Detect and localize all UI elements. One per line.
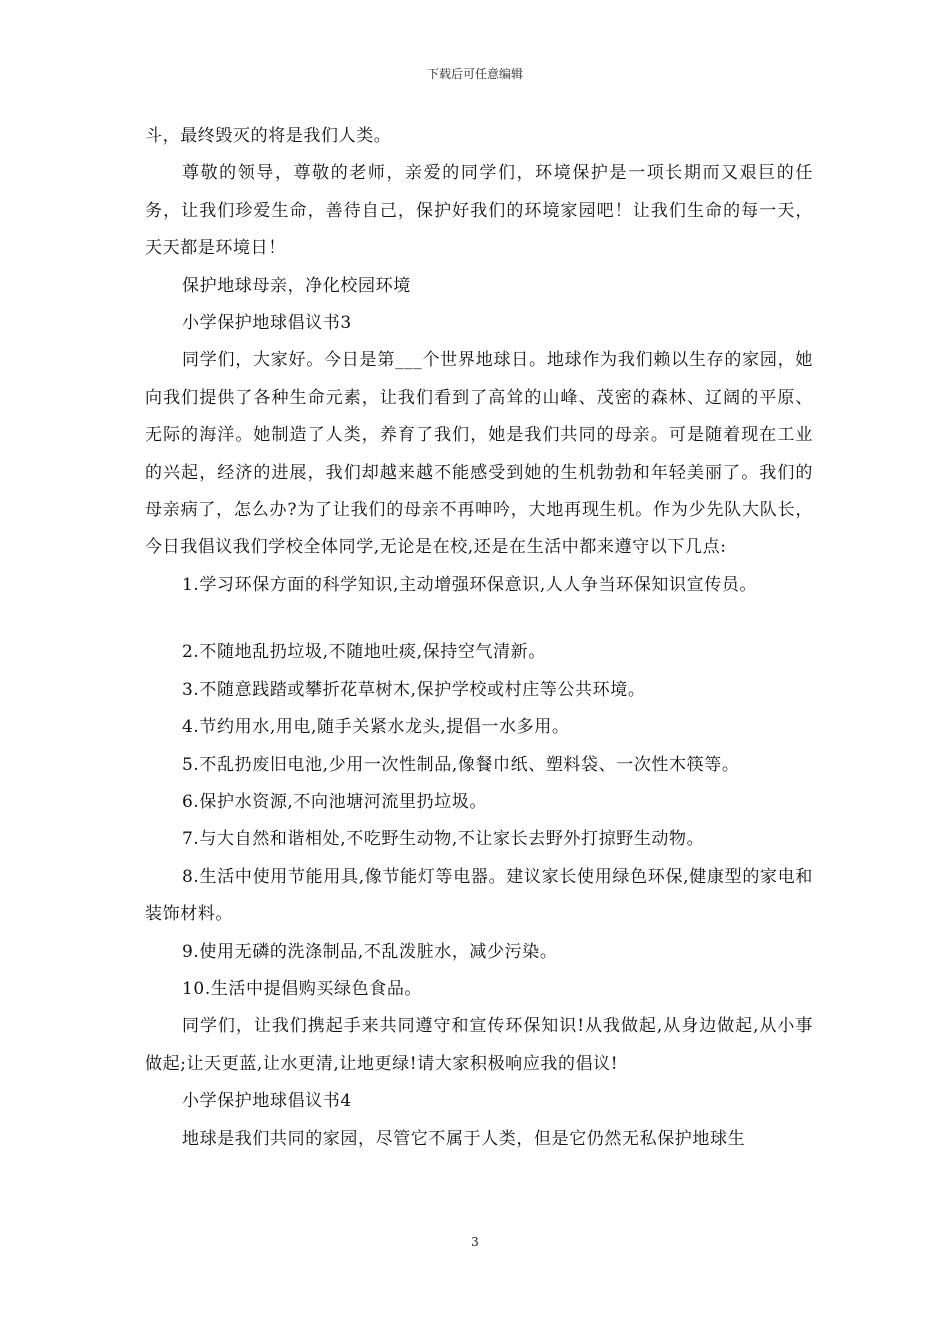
document-body <box>145 118 813 1158</box>
paragraph: 地球是我们共同的家园，尽管它不属于人类，但是它仍然无私保护地球生 <box>182 1128 746 1149</box>
list-item: 7.与大自然和谐相处,不吃野生动物,不让家长去野外打掠野生动物。 <box>182 829 705 850</box>
list-item: 5.不乱扔废旧电池,少用一次性制品,像餐巾纸、塑料袋、一次性木筷等。 <box>182 754 740 775</box>
list-item: 6.保护水资源,不向池塘河流里扔垃圾。 <box>182 791 488 812</box>
list-item: 1.学习环保方面的科学知识,主动增强环保意识,人人争当环保知识宣传员。 <box>182 574 758 595</box>
list-item: 3.不随意践踏或攀折花草树木,保护学校或村庄等公共环境。 <box>182 679 646 700</box>
paragraph: 斗，最终毁灭的将是我们人类。 <box>145 126 392 146</box>
list-item: 8.生活中使用节能用具,像节能灯等电器。建议家长使用绿色环保,健康型的家电和装饰材料。 <box>145 866 813 925</box>
list-item: 10.生活中提倡购买绿色食品。 <box>182 978 423 999</box>
paragraph: 同学们，大家好。今日是第___个世界地球日。地球作为我们赖以生存的家园，她向我们提供了各种生命元素，让我们看到了高耸的山峰、茂密的森林、辽阔的平原、无际的海洋。她制造了人类，养育了我们，她是我们共同的母亲。可是随着现在工业的兴起，经济的进展，我们却越来越不能感受到她的生机勃勃和年轻美丽了。我们的母亲病了，怎么办?为了让我们的母亲不再呻吟，大地再现生机。作为少先队大队长，今日我倡议我们学校全体同学,无论是在校,还是在生活中都来遵守以下几点: <box>145 350 813 558</box>
page-number: 3 <box>471 1235 479 1249</box>
paragraph: 保护地球母亲，净化校园环境 <box>182 275 411 296</box>
section-title: 小学保护地球倡议书3 <box>182 313 352 334</box>
list-item: 4.节约用水,用电,随手关紧水龙头,提倡一水多用。 <box>182 717 570 738</box>
paragraph: 尊敬的领导，尊敬的老师，亲爱的同学们，环境保护是一项长期而又艰巨的任务，让我们珍爱生命，善待自己，保护好我们的环境家园吧！让我们生命的每一天，天天都是环境日！ <box>145 163 813 259</box>
list-item: 2.不随地乱扔垃圾,不随地吐痰,保持空气清新。 <box>182 642 546 663</box>
section-title: 小学保护地球倡议书4 <box>182 1091 352 1112</box>
page-header: 下载后可任意编辑 <box>426 67 523 81</box>
list-item: 9.使用无磷的洗涤制品,不乱泼脏水，减少污染。 <box>182 941 558 962</box>
paragraph: 同学们，让我们携起手来共同遵守和宣传环保知识!从我做起,从身边做起,从小事做起;让天更蓝,让水更清,让地更绿!请大家积极响应我的倡议! <box>145 1016 813 1074</box>
